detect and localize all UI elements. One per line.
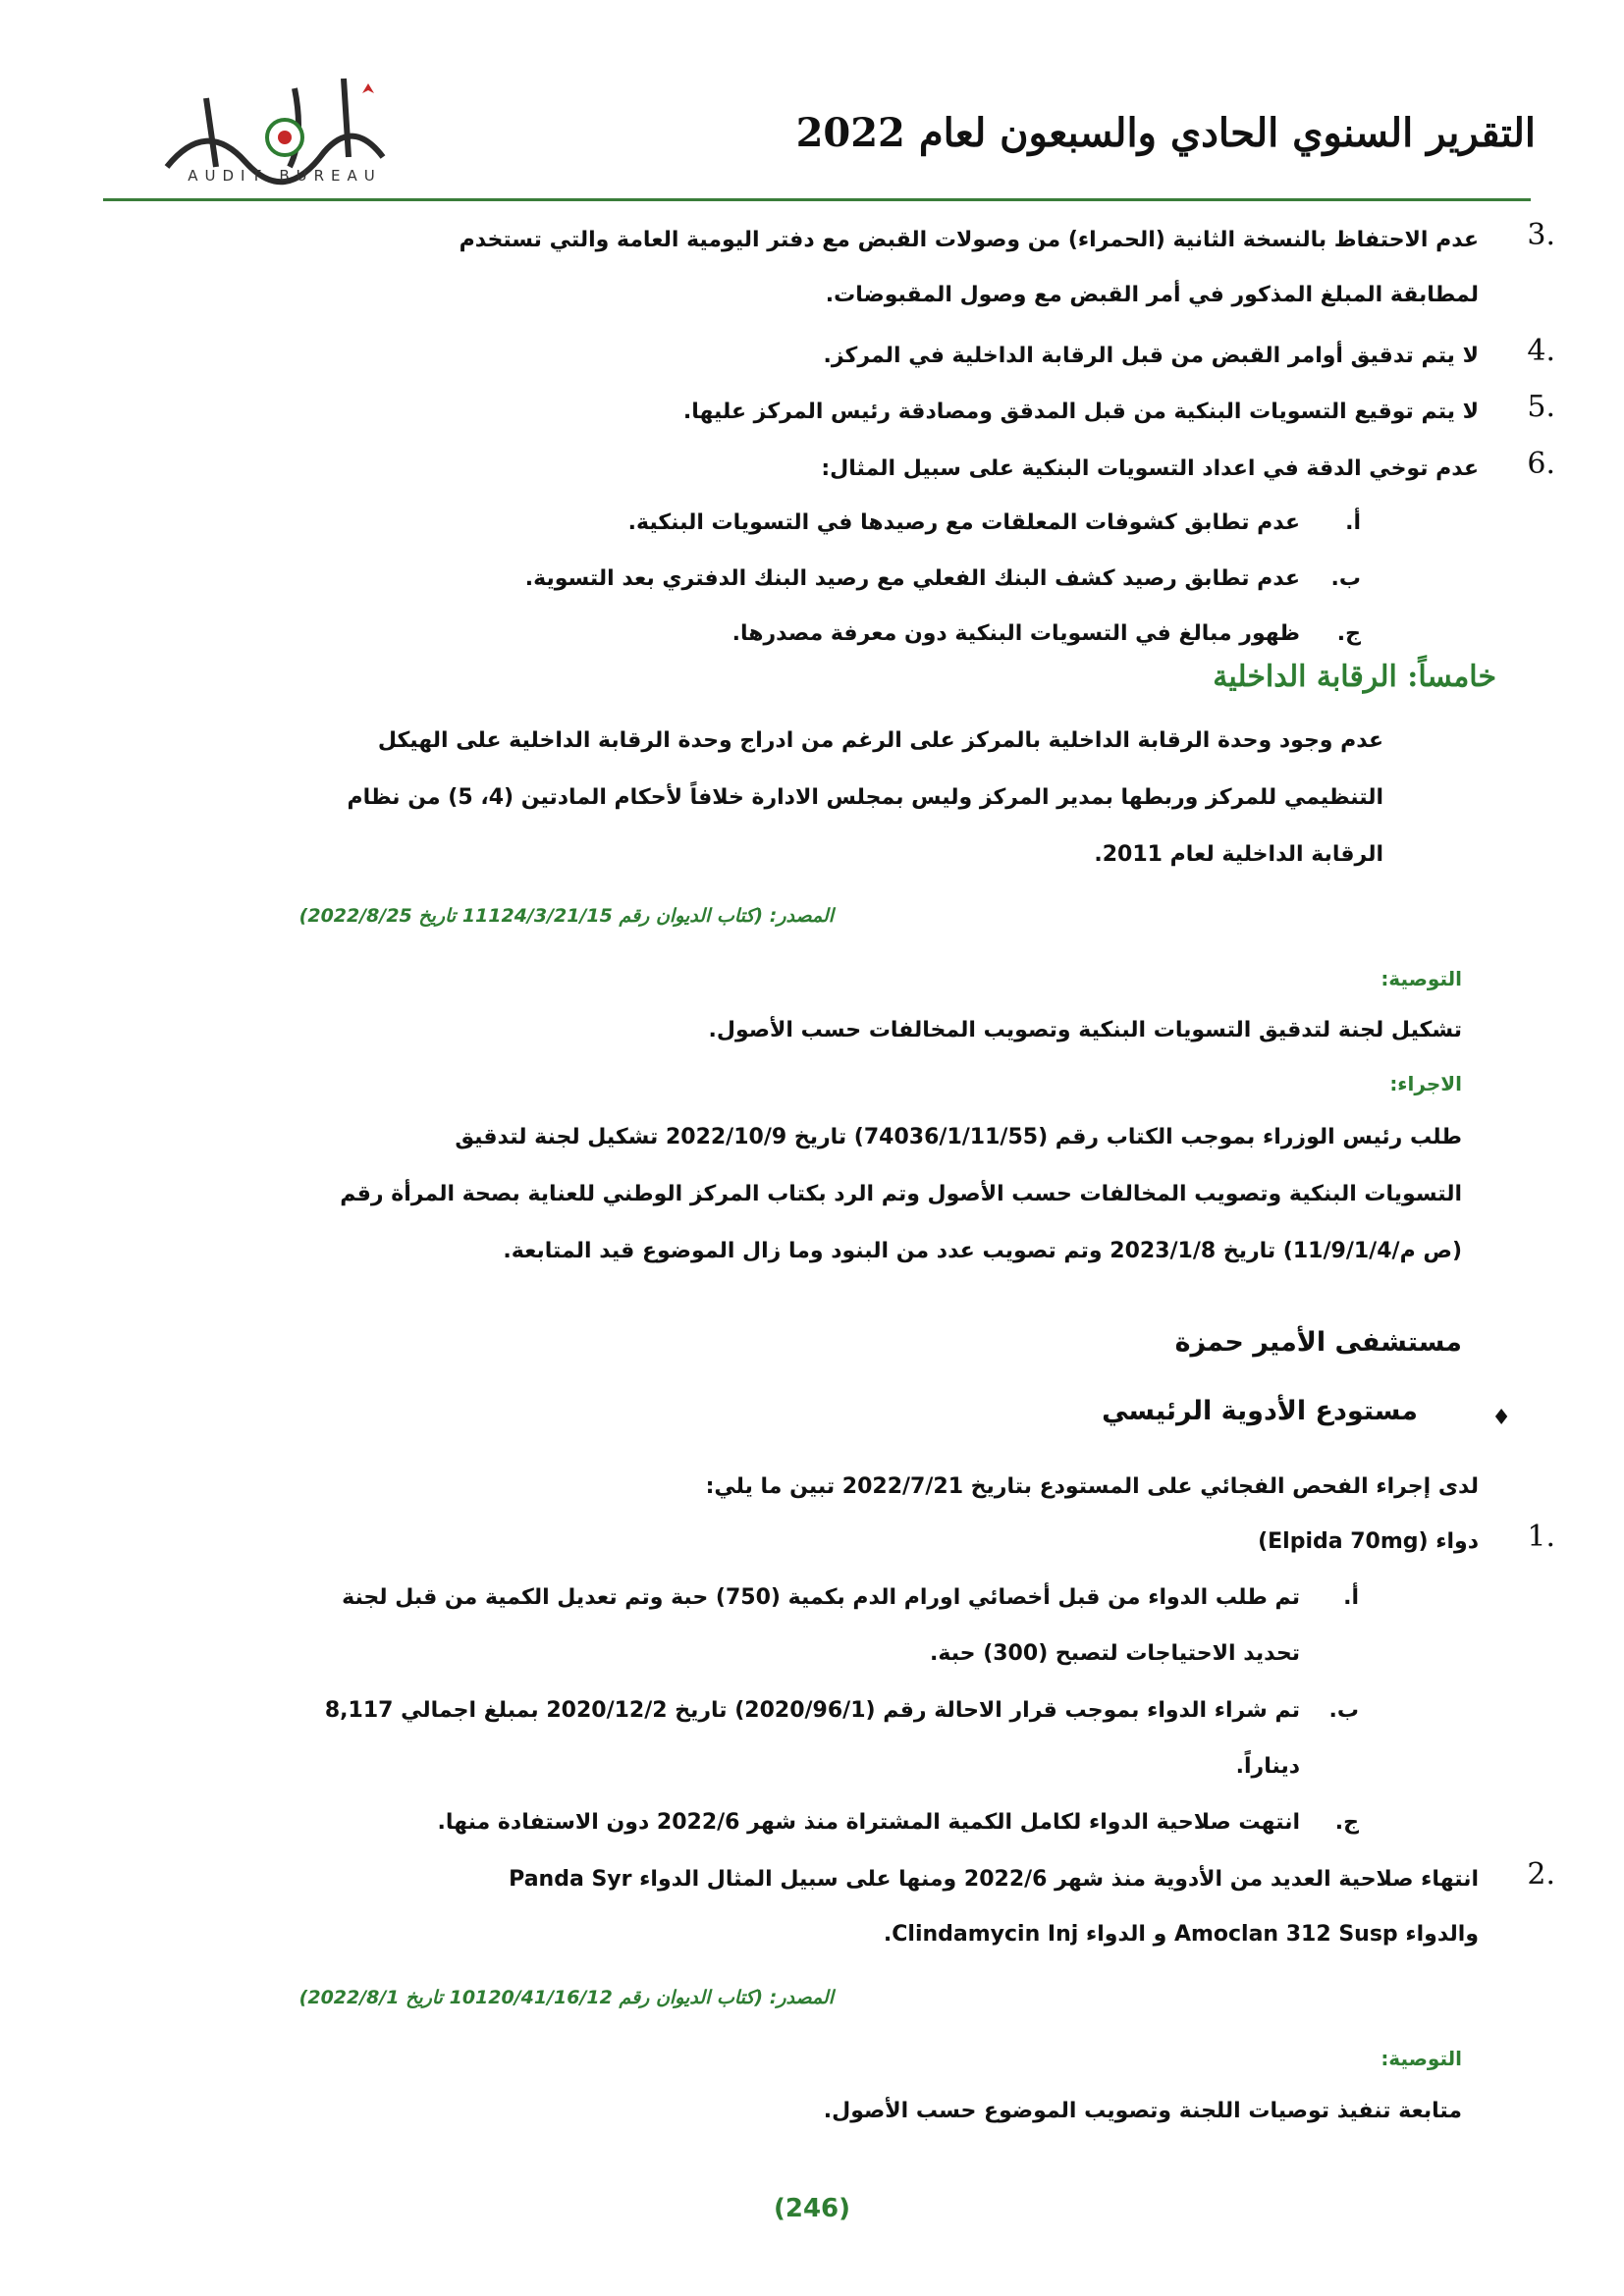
sub-letter: ج. bbox=[1334, 1810, 1359, 1835]
source-reference: المصدر: (كتاب الديوان رقم 11124/3/21/15 تاريخ 2022/8/25) bbox=[298, 905, 834, 927]
list-item-text: دواء (Elpida 70mg) bbox=[1258, 1529, 1479, 1554]
recommendation-text: متابعة تنفيذ توصيات اللجنة وتصويب الموضوع حسب الأصول. bbox=[823, 2099, 1462, 2123]
sub-item-text: تم طلب الدواء من قبل أخصائي اورام الدم بكمية (750) حبة وتم تعديل الكمية من قبل لجنة bbox=[342, 1585, 1300, 1610]
sub-letter: ج. bbox=[1336, 621, 1361, 646]
sub-item-text: ظهور مبالغ في التسويات البنكية دون معرفة مصدرها. bbox=[731, 621, 1300, 646]
list-number: .3 bbox=[1527, 218, 1555, 252]
intro-text: لدى إجراء الفحص الفجائي على المستودع بتاريخ 2022/7/21 تبين ما يلي: bbox=[705, 1474, 1479, 1499]
list-item-text: لا يتم تدقيق أوامر القبض من قبل الرقابة الداخلية في المركز. bbox=[823, 344, 1479, 368]
sub-item-text: ديناراً. bbox=[1235, 1754, 1300, 1779]
list-item-text: عدم توخي الدقة في اعداد التسويات البنكية على سبيل المثال: bbox=[821, 456, 1479, 481]
action-line: طلب رئيس الوزراء بموجب الكتاب رقم (74036/1/11/55) تاريخ 2022/10/9 تشكيل لجنة لتدقيق bbox=[455, 1125, 1462, 1149]
header-rule bbox=[103, 198, 1531, 201]
list-number: .1 bbox=[1527, 1520, 1555, 1554]
sub-letter: أ. bbox=[1343, 1585, 1359, 1610]
sub-letter: ب. bbox=[1330, 566, 1361, 591]
action-line: (ص م/11/9/1/4) تاريخ 2023/1/8 وتم تصويب عدد من البنود وما زال الموضوع قيد المتابعة. bbox=[503, 1239, 1462, 1263]
list-item-text: عدم الاحتفاظ بالنسخة الثانية (الحمراء) من وصولات القبض مع دفتر اليومية العامة والتي تستخدم bbox=[459, 228, 1479, 252]
action-line: التسويات البنكية وتصويب المخالفات حسب الأصول وتم الرد بكتاب المركز الوطني للعناية بصحة المرأة رقم bbox=[340, 1182, 1462, 1206]
sub-item-text: عدم تطابق كشوفات المعلقات مع رصيدها في التسويات البنكية. bbox=[627, 510, 1300, 535]
logo-caption: AUDIT BUREAU bbox=[188, 167, 382, 185]
list-number: .6 bbox=[1527, 447, 1555, 481]
recommendation-text: تشكيل لجنة لتدقيق التسويات البنكية وتصويب المخالفات حسب الأصول. bbox=[708, 1018, 1462, 1042]
page-number: (246) bbox=[773, 2194, 851, 2223]
action-label: الاجراء: bbox=[1389, 1072, 1462, 1095]
list-number: .5 bbox=[1527, 390, 1555, 424]
list-item-text: انتهاء صلاحية العديد من الأدوية منذ شهر 2022/6 ومنها على سبيل المثال الدواء Panda Syr bbox=[509, 1867, 1479, 1892]
recommendation-label: التوصية: bbox=[1380, 2047, 1462, 2070]
warehouse-subheading: مستودع الأدوية الرئيسي bbox=[1102, 1396, 1418, 1426]
paragraph-line: الرقابة الداخلية لعام 2011. bbox=[1094, 842, 1383, 867]
list-item-text: لمطابقة المبلغ المذكور في أمر القبض مع وصول المقبوضات. bbox=[825, 283, 1479, 307]
source-reference: المصدر: (كتاب الديوان رقم 10120/41/16/12 تاريخ 2022/8/1) bbox=[298, 1987, 834, 2008]
hospital-heading: مستشفى الأمير حمزة bbox=[1174, 1327, 1462, 1358]
list-number: .4 bbox=[1527, 334, 1555, 368]
sub-item-text: تحديد الاحتياجات لتصبح (300) حبة. bbox=[930, 1641, 1300, 1666]
diamond-bullet-icon: ♦ bbox=[1491, 1406, 1511, 1430]
sub-item-text: عدم تطابق رصيد كشف البنك الفعلي مع رصيد البنك الدفتري بعد التسوية. bbox=[524, 566, 1300, 591]
sub-letter: ب. bbox=[1328, 1698, 1359, 1723]
section-heading: خامساً: الرقابة الداخلية bbox=[1213, 660, 1496, 694]
list-number: .2 bbox=[1527, 1857, 1555, 1892]
recommendation-label: التوصية: bbox=[1380, 967, 1462, 990]
sub-item-text: تم شراء الدواء بموجب قرار الاحالة رقم (2020/96/1) تاريخ 2020/12/2 بمبلغ اجمالي 8,117 bbox=[324, 1698, 1300, 1723]
list-item-text: لا يتم توقيع التسويات البنكية من قبل المدقق ومصادقة رئيس المركز عليها. bbox=[682, 400, 1479, 424]
paragraph-line: عدم وجود وحدة الرقابة الداخلية بالمركز على الرغم من ادراج وحدة الرقابة الداخلية على الهيكل bbox=[377, 728, 1383, 753]
paragraph-line: التنظيمي للمركز وربطها بمدير المركز وليس بمجلس الادارة خلافاً لأحكام المادتين (4، 5) من نظام bbox=[347, 785, 1383, 810]
sub-item-text: انتهت صلاحية الدواء لكامل الكمية المشتراة منذ شهر 2022/6 دون الاستفادة منها. bbox=[437, 1810, 1300, 1835]
sub-letter: أ. bbox=[1345, 510, 1361, 535]
report-title: التقرير السنوي الحادي والسبعون لعام 2022 bbox=[795, 110, 1536, 156]
list-item-text: والدواء Amoclan 312 Susp و الدواء Clindamycin Inj. bbox=[883, 1922, 1479, 1947]
